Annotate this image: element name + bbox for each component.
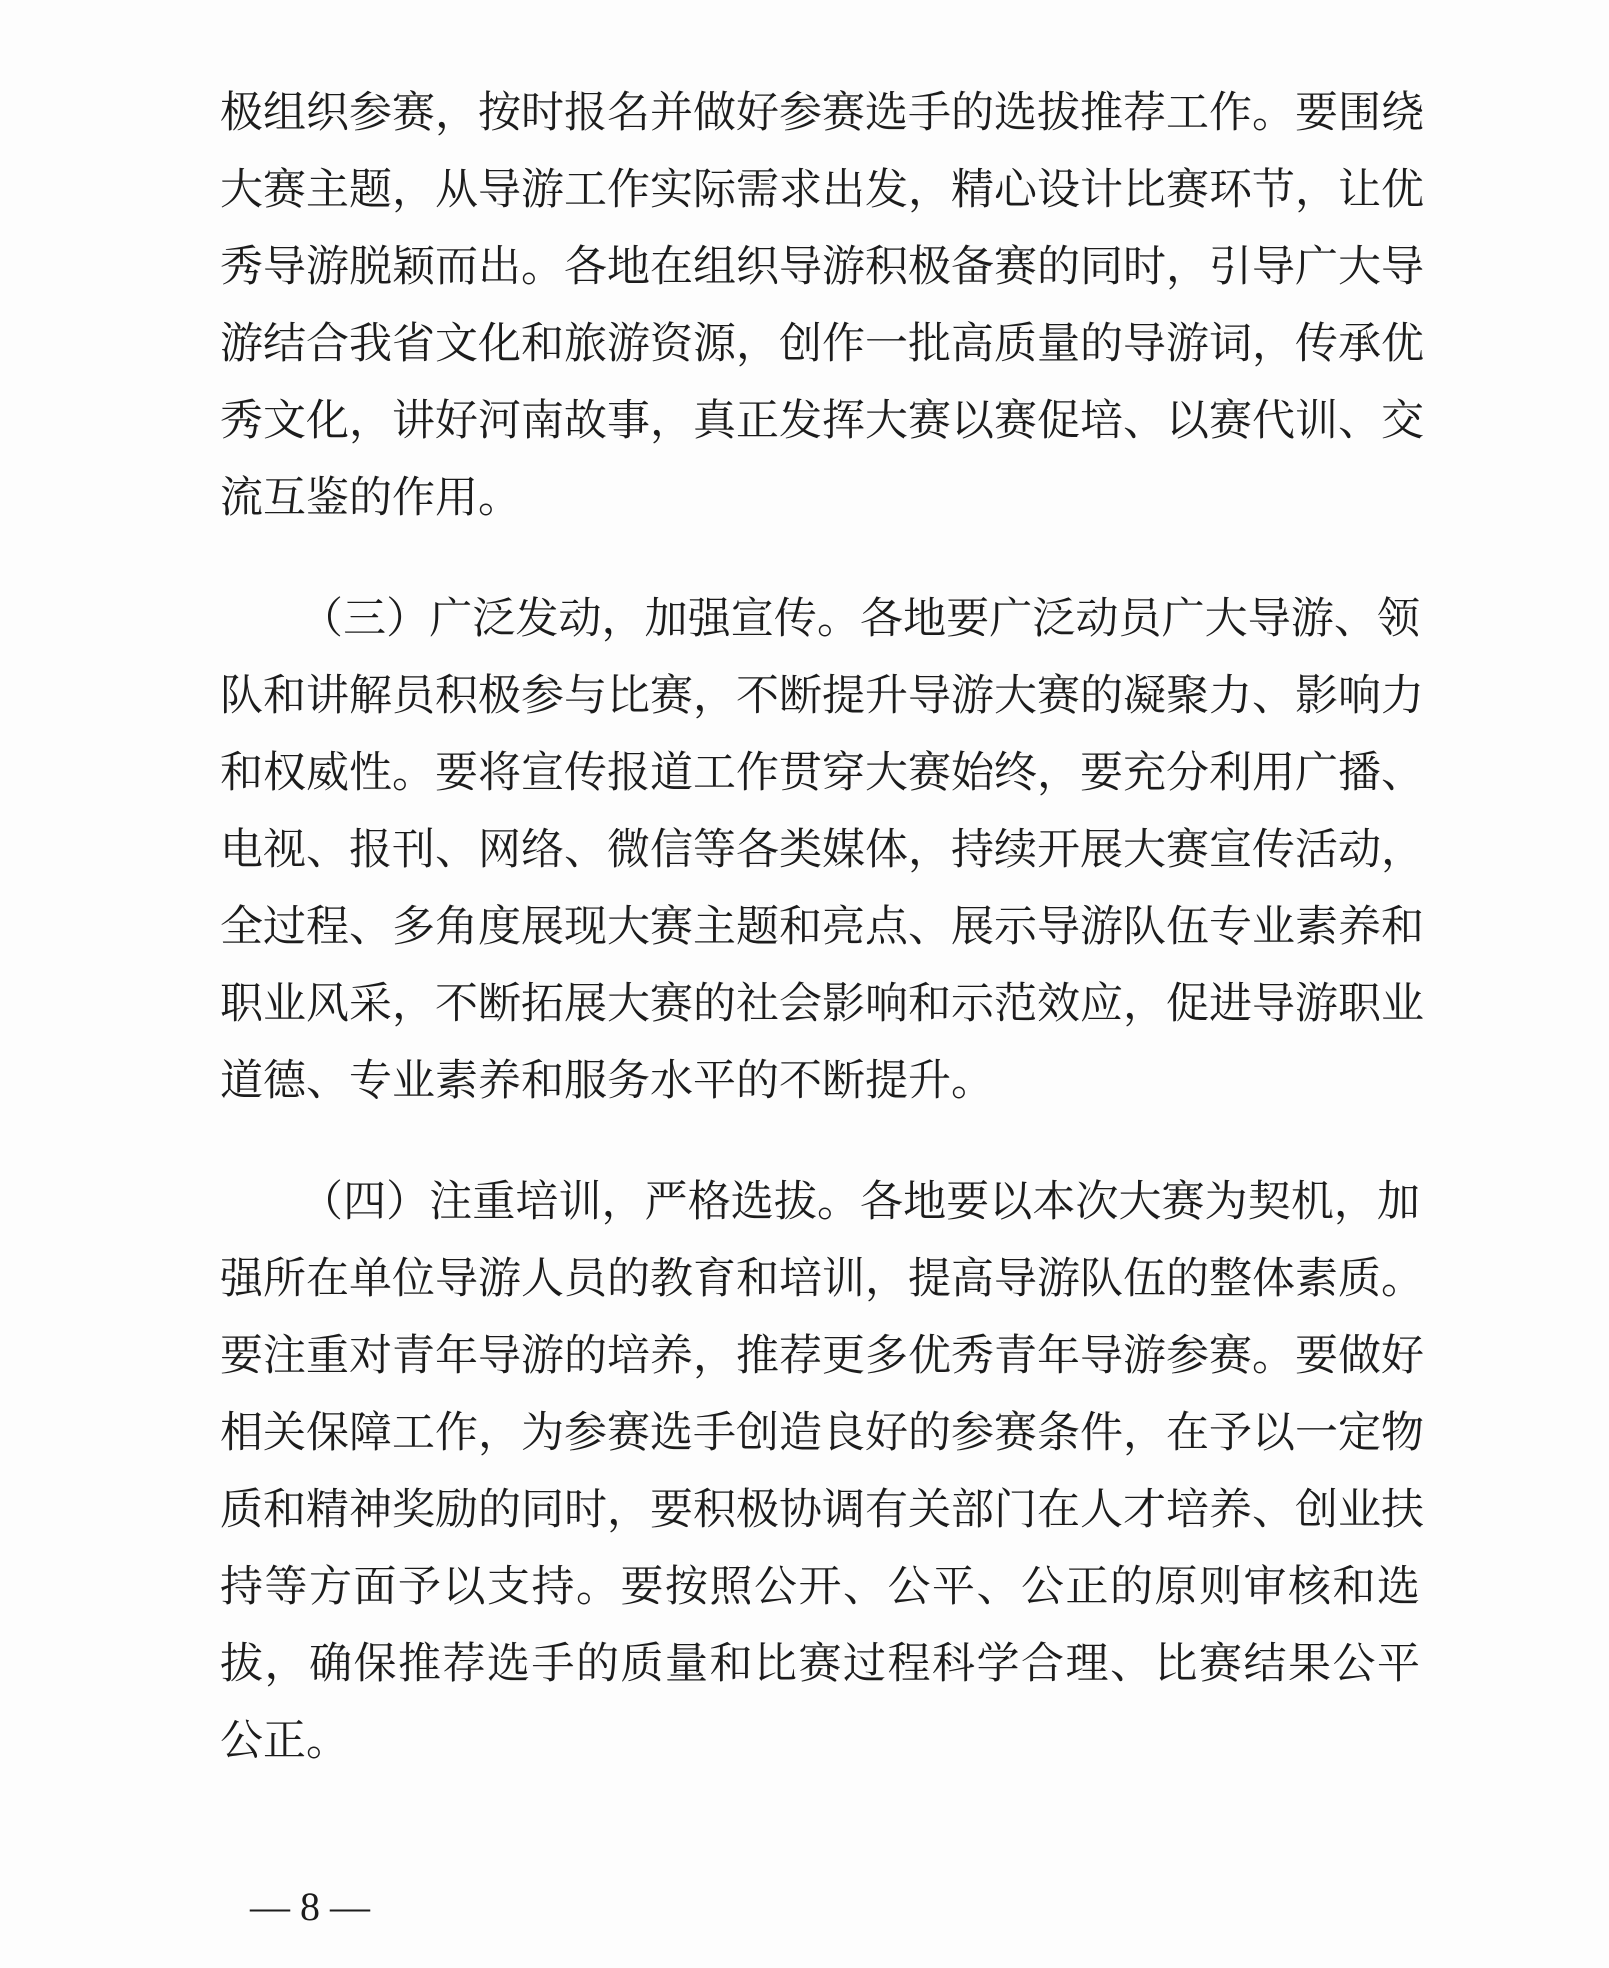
text-line: 电视、报刊、网络、微信等各类媒体，持续开展大赛宣传活动，: [220, 825, 1424, 875]
text-line: 大赛主题，从导游工作实际需求出发，精心设计比赛环节，让优: [220, 165, 1424, 215]
text-line: 游结合我省文化和旅游资源，创作一批高质量的导游词，传承优: [220, 319, 1424, 369]
text-line: 队和讲解员积极参与比赛，不断提升导游大赛的凝聚力、影响力: [220, 671, 1424, 721]
text-line: 秀导游脱颖而出。各地在组织导游积极备赛的同时，引导广大导: [220, 242, 1424, 292]
text-line: 公正。: [220, 1716, 349, 1766]
text-line: 质和精神奖励的同时，要积极协调有关部门在人才培养、创业扶: [220, 1485, 1424, 1535]
text-line: 要注重对青年导游的培养，推荐更多优秀青年导游参赛。要做好: [220, 1331, 1424, 1381]
text-line: 拔，确保推荐选手的质量和比赛过程科学合理、比赛结果公平: [220, 1639, 1420, 1689]
text-line: 道德、专业素养和服务水平的不断提升。: [220, 1056, 994, 1106]
text-line: 秀文化，讲好河南故事，真正发挥大赛以赛促培、以赛代训、交: [220, 396, 1424, 446]
text-line: 极组织参赛，按时报名并做好参赛选手的选拔推荐工作。要围绕: [220, 88, 1424, 138]
text-line: 流互鉴的作用。: [220, 473, 521, 523]
text-line: 全过程、多角度展现大赛主题和亮点、展示导游队伍专业素养和: [220, 902, 1424, 952]
text-line: 职业风采，不断拓展大赛的社会影响和示范效应，促进导游职业: [220, 979, 1424, 1029]
text-line: 相关保障工作，为参赛选手创造良好的参赛条件，在予以一定物: [220, 1408, 1424, 1458]
text-line: 和权威性。要将宣传报道工作贯穿大赛始终，要充分利用广播、: [220, 748, 1424, 798]
section-heading-line: （四）注重培训，严格选拔。各地要以本次大赛为契机，加: [300, 1177, 1420, 1227]
text-line: 持等方面予以支持。要按照公开、公平、公正的原则审核和选: [220, 1562, 1420, 1612]
section-heading-line: （三）广泛发动，加强宣传。各地要广泛动员广大导游、领: [300, 594, 1420, 644]
text-line: 强所在单位导游人员的教育和培训，提高导游队伍的整体素质。: [220, 1254, 1424, 1304]
page-number: — 8 —: [250, 1884, 370, 1929]
